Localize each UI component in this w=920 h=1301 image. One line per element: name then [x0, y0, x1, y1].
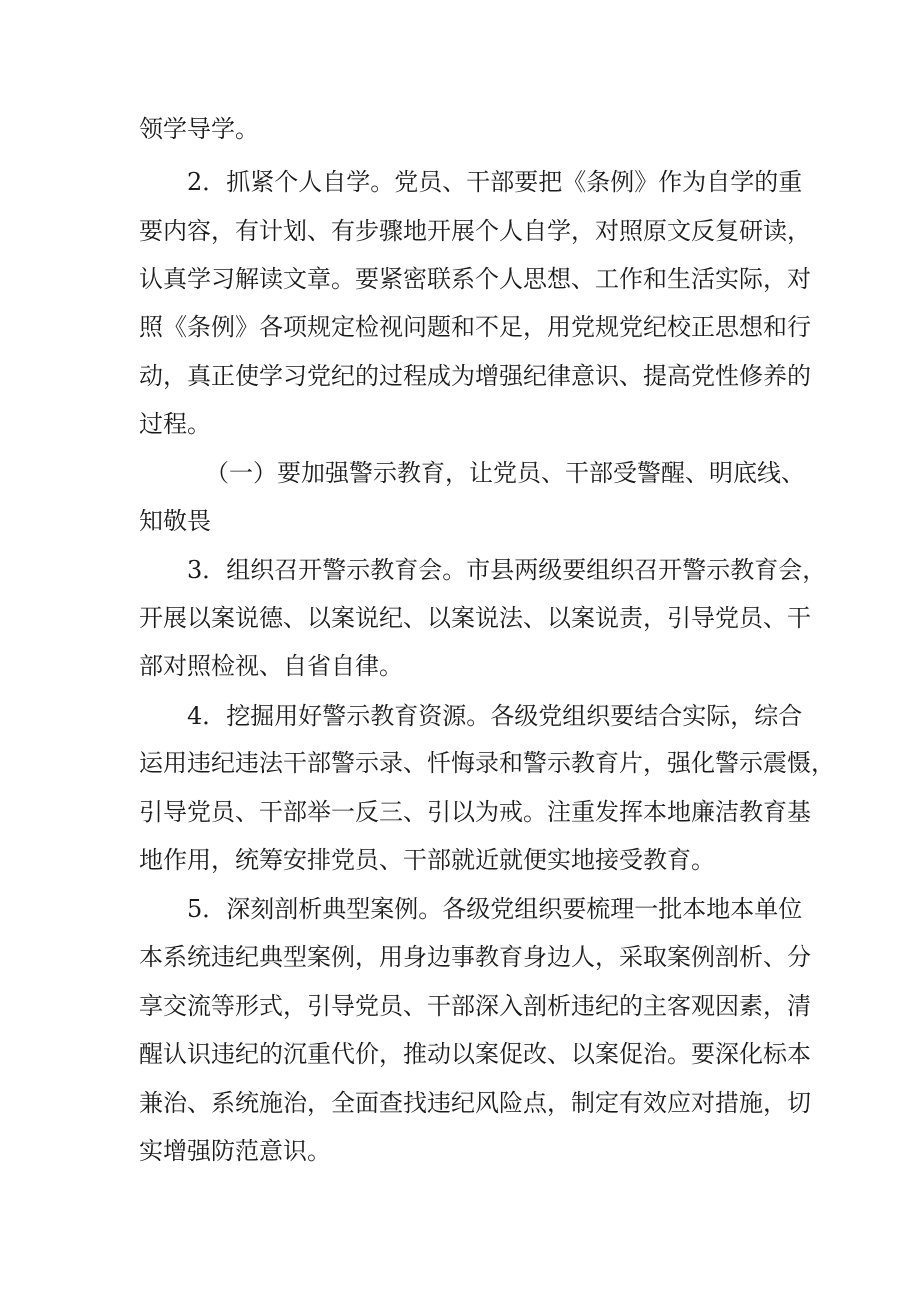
text-line: 照《条例》各项规定检视问题和不足，用党规党纪校正思想和行	[139, 313, 811, 341]
text-line: 部对照检视、自省自律。	[139, 652, 403, 680]
section-heading-line: 知敬畏	[139, 507, 211, 535]
text-line: 本系统违纪典型案例，用身边事教育身边人，采取案例剖析、分	[139, 943, 811, 971]
text-line: 要内容，有计划、有步骤地开展个人自学，对照原文反复研读，	[139, 217, 811, 245]
text-line: 过程。	[139, 410, 211, 438]
text-line: 醒认识违纪的沉重代价，推动以案促改、以案促治。要深化标本	[139, 1040, 811, 1068]
text-line: 兼治、系统施治，全面查找违纪风险点，制定有效应对措施，切	[139, 1089, 811, 1117]
text-line: 领学导学。	[139, 115, 259, 143]
text-line: 动，真正使学习党纪的过程成为增强纪律意识、提高党性修养的	[139, 362, 811, 390]
section-heading-line: （一）要加强警示教育，让党员、干部受警醒、明底线、	[205, 459, 805, 487]
list-item-heading-line: 4．挖掘用好警示教育资源。各级党组织要结合实际，综合	[187, 702, 803, 730]
text-line: 实增强防范意识。	[139, 1137, 331, 1165]
list-item-heading-line: 5．深刻剖析典型案例。各级党组织要梳理一批本地本单位	[187, 895, 803, 923]
text-line: 地作用，统筹安排党员、干部就近就便实地接受教育。	[139, 846, 715, 874]
text-line: 认真学习解读文章。要紧密联系个人思想、工作和生活实际，对	[139, 265, 811, 293]
text-line: 享交流等形式，引导党员、干部深入剖析违纪的主客观因素，清	[139, 992, 811, 1020]
text-line: 引导党员、干部举一反三、引以为戒。注重发挥本地廉洁教育基	[139, 798, 811, 826]
text-line: 运用违纪违法干部警示录、忏悔录和警示教育片，强化警示震慑，	[139, 749, 835, 777]
text-line: 开展以案说德、以案说纪、以案说法、以案说责，引导党员、干	[139, 604, 811, 632]
list-item-heading-line: 3．组织召开警示教育会。市县两级要组织召开警示教育会，	[187, 556, 827, 584]
list-item-heading-line: 2．抓紧个人自学。党员、干部要把《条例》作为自学的重	[187, 168, 803, 196]
